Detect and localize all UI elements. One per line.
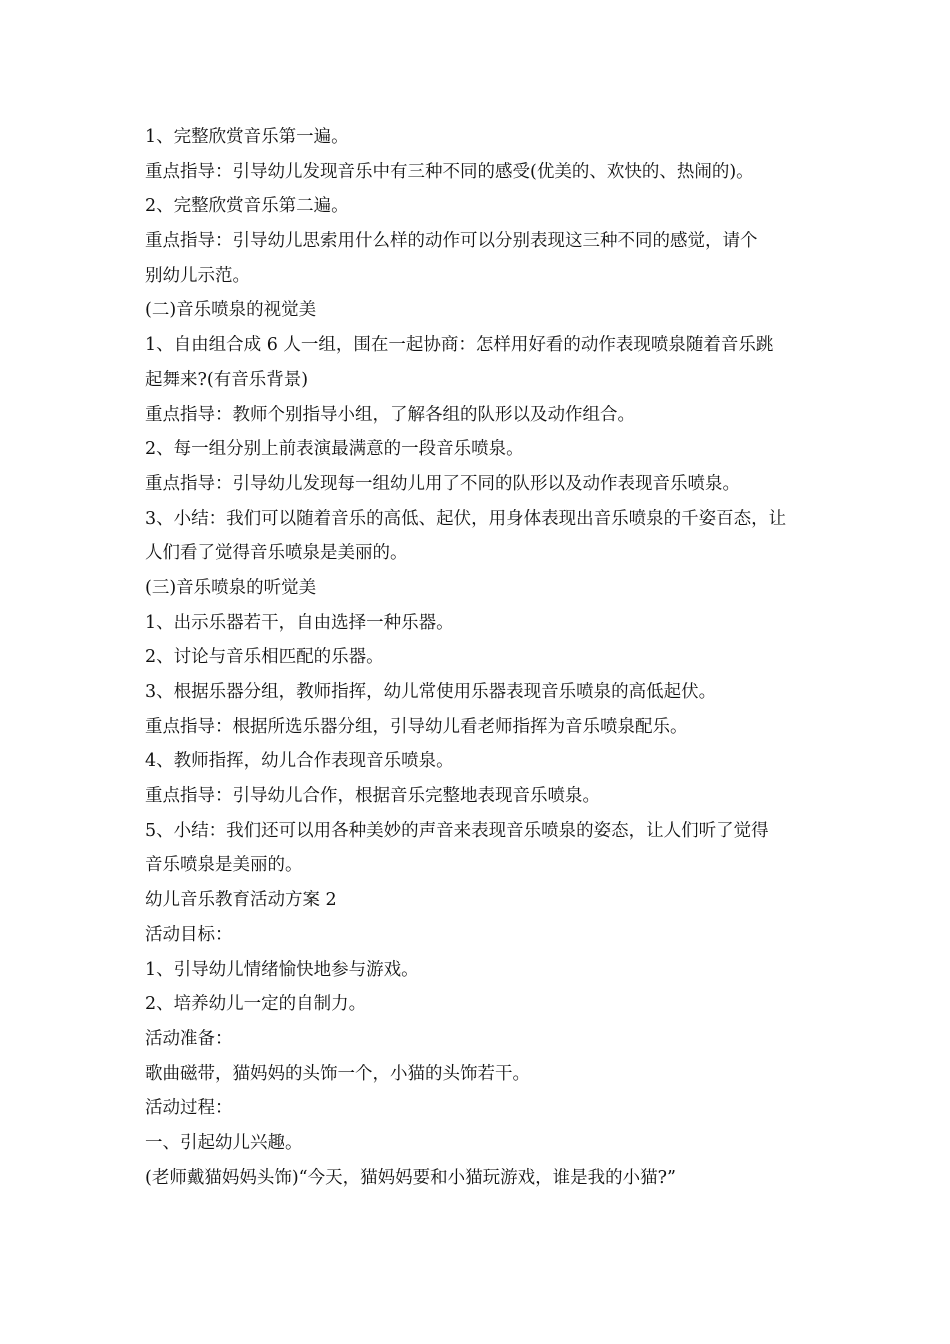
text-line: 2、讨论与音乐相匹配的乐器。	[145, 647, 384, 668]
section-heading: (二)音乐喷泉的视觉美	[145, 300, 317, 321]
section-heading: 活动准备：	[145, 1028, 233, 1049]
text-line: 1、完整欣赏音乐第一遍。	[145, 127, 349, 147]
section-heading: 活动目标：	[145, 924, 233, 945]
text-line: 重点指导：引导幼儿合作，根据音乐完整地表现音乐喷泉。	[145, 786, 600, 807]
text-line: 重点指导：引导幼儿发现每一组幼儿用了不同的队形以及动作表现音乐喷泉。	[145, 473, 740, 494]
text-line: 2、培养幼儿一定的自制力。	[145, 994, 367, 1015]
text-line: 1、自由组合成 6 人一组，围在一起协商：怎样用好看的动作表现喷泉随着音乐跳	[145, 335, 774, 356]
text-line: 3、小结：我们可以随着音乐的高低、起伏，用身体表现出音乐喷泉的千姿百态，让	[145, 508, 787, 529]
document-body	[145, 120, 810, 1195]
document-title: 幼儿音乐教育活动方案 2	[145, 890, 337, 911]
text-line: 别幼儿示范。	[145, 265, 250, 286]
text-line: 起舞来?(有音乐背景)	[145, 369, 309, 390]
text-line: 3、根据乐器分组，教师指挥，幼儿常使用乐器表现音乐喷泉的高低起伏。	[145, 682, 717, 702]
text-line: 重点指导：引导幼儿思索用什么样的动作可以分别表现这三种不同的感觉，请个	[145, 231, 758, 252]
text-line: 5、小结：我们还可以用各种美妙的声音来表现音乐喷泉的姿态，让人们听了觉得	[145, 820, 769, 841]
text-line: 重点指导：根据所选乐器分组，引导幼儿看老师指挥为音乐喷泉配乐。	[145, 716, 688, 737]
text-line: 2、完整欣赏音乐第二遍。	[145, 196, 349, 217]
text-line: 1、出示乐器若干，自由选择一种乐器。	[145, 612, 454, 633]
text-line: 重点指导：教师个别指导小组，了解各组的队形以及动作组合。	[145, 404, 635, 425]
text-line: 歌曲磁带，猫妈妈的头饰一个，小猫的头饰若干。	[145, 1063, 530, 1084]
text-line: (老师戴猫妈妈头饰)“今天，猫妈妈要和小猫玩游戏，谁是我的小猫?”	[145, 1167, 676, 1188]
text-line: 2、每一组分别上前表演最满意的一段音乐喷泉。	[145, 439, 524, 460]
text-line: 音乐喷泉是美丽的。	[145, 855, 303, 876]
text-line: 1、引导幼儿情绪愉快地参与游戏。	[145, 959, 419, 980]
section-heading: (三)音乐喷泉的听觉美	[145, 577, 317, 598]
section-heading: 活动过程：	[145, 1098, 233, 1119]
text-line: 4、教师指挥，幼儿合作表现音乐喷泉。	[145, 751, 454, 772]
text-line: 重点指导：引导幼儿发现音乐中有三种不同的感受(优美的、欢快的、热闹的)。	[145, 161, 754, 182]
text-line: 一、引起幼儿兴趣。	[145, 1132, 303, 1153]
text-line: 人们看了觉得音乐喷泉是美丽的。	[145, 543, 408, 564]
